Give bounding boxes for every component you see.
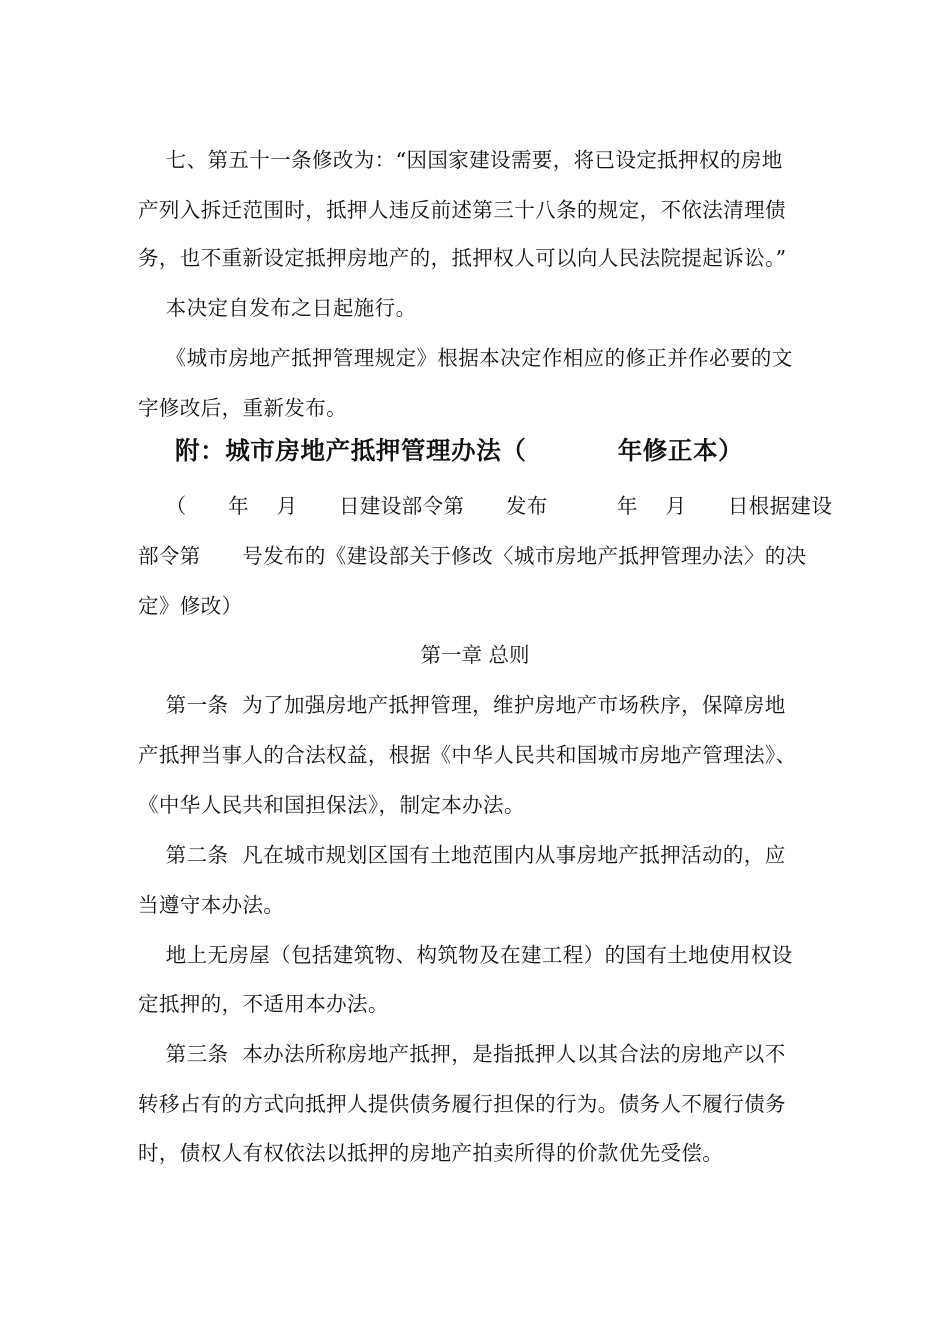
- paragraph-line: 产列入拆迁范围时，抵押人违反前述第三十八条的规定，不依法清理债: [138, 198, 786, 222]
- paragraph-line: 《城市房地产抵押管理规定》根据本决定作相应的修正并作必要的文: [138, 346, 793, 370]
- paragraph-line: 字修改后，重新发布。: [138, 396, 347, 420]
- paragraph-line: 第一条 为了加强房地产抵押管理，维护房地产市场秩序，保障房地: [138, 693, 786, 717]
- paragraph-line: 时，债权人有权依法以抵押的房地产拍卖所得的价款优先受偿。: [138, 1141, 724, 1165]
- paragraph-line: 当遵守本办法。: [138, 893, 285, 917]
- appendix-title: 附：城市房地产抵押管理办法（ 年修正本）: [175, 436, 744, 465]
- chapter-heading: 第一章 总则: [420, 643, 530, 667]
- paragraph-line: 《中华人民共和国担保法》，制定本办法。: [138, 793, 525, 817]
- paragraph-line: 七、第五十一条修改为：“因国家建设需要，将已设定抵押权的房地: [138, 148, 783, 172]
- paragraph-line: 定抵押的，不适用本办法。: [138, 992, 389, 1016]
- paragraph-line: 地上无房屋（包括建筑物、构筑物及在建工程）的国有土地使用权设: [138, 943, 793, 967]
- paragraph-line: 第三条 本办法所称房地产抵押，是指抵押人以其合法的房地产以不: [138, 1042, 786, 1066]
- paragraph-line: （ 年 月 日建设部令第 发布 年 月 日根据建设: [138, 494, 833, 518]
- paragraph-line: 务，也不重新设定抵押房地产的，抵押权人可以向人民法院提起诉讼。”: [138, 246, 787, 270]
- paragraph-line: 第二条 凡在城市规划区国有土地范围内从事房地产抵押活动的，应: [138, 843, 786, 867]
- paragraph-line: 本决定自发布之日起施行。: [138, 296, 417, 320]
- paragraph-line: 产抵押当事人的合法权益，根据《中华人民共和国城市房地产管理法》、: [138, 743, 797, 767]
- paragraph-line: 部令第 号发布的《建设部关于修改〈城市房地产抵押管理办法〉的决: [138, 544, 807, 568]
- paragraph-line: 转移占有的方式向抵押人提供债务履行担保的行为。债务人不履行债务: [138, 1092, 786, 1116]
- paragraph-line: 定》修改）: [138, 594, 243, 618]
